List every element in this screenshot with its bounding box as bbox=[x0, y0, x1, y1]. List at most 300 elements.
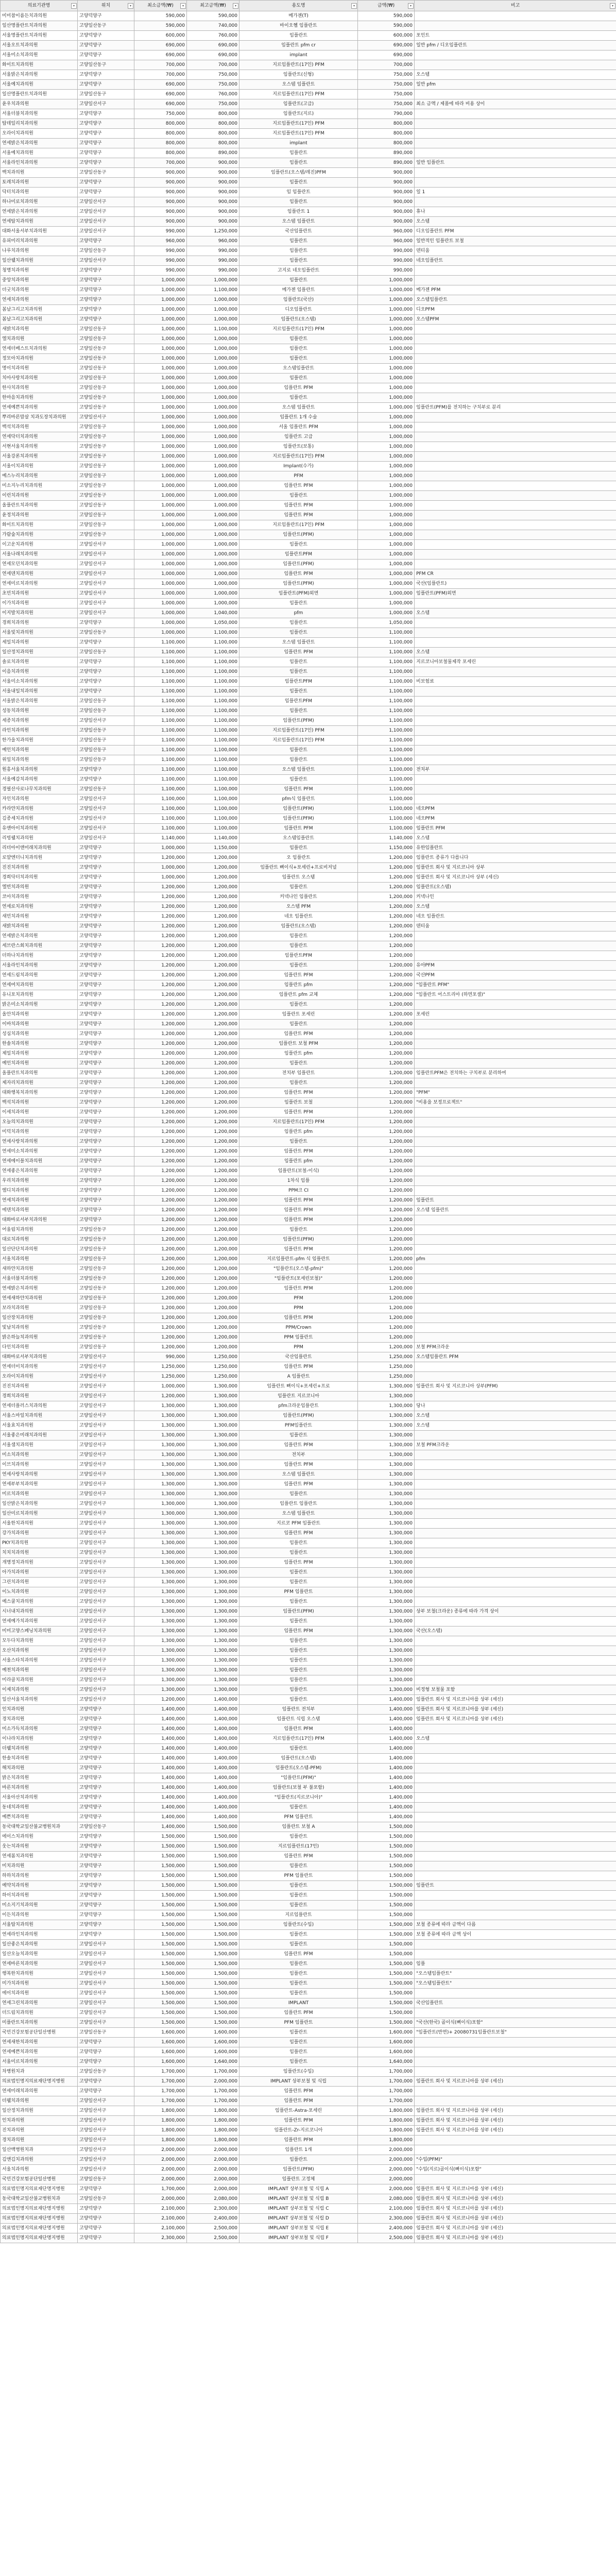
cell-price[interactable]: 1,400,000 bbox=[358, 1715, 415, 1724]
cell-remarks[interactable]: 오스템 bbox=[415, 834, 616, 843]
cell-institution[interactable]: 하나미로치과의원 bbox=[1, 197, 78, 207]
cell-max-price[interactable]: 1,000,000 bbox=[187, 276, 239, 285]
cell-price[interactable]: 1,000,000 bbox=[358, 393, 415, 403]
cell-min-price[interactable]: 1,100,000 bbox=[134, 804, 187, 814]
cell-max-price[interactable]: 1,500,000 bbox=[187, 1910, 239, 1920]
cell-location[interactable]: 고양덕양구 bbox=[78, 1176, 134, 1186]
cell-location[interactable]: 고양일산서구 bbox=[78, 2165, 134, 2175]
cell-min-price[interactable]: 1,000,000 bbox=[134, 354, 187, 364]
cell-item-name[interactable]: 임플란트 bbox=[239, 687, 358, 697]
cell-institution[interactable]: 서울명플란트치과의원 bbox=[1, 31, 78, 41]
cell-price[interactable]: 1,000,000 bbox=[358, 569, 415, 579]
cell-institution[interactable]: 서울예치과의원 bbox=[1, 80, 78, 90]
cell-remarks[interactable]: 포인트 bbox=[415, 31, 616, 41]
cell-min-price[interactable]: 1,600,000 bbox=[134, 2038, 187, 2047]
cell-item-name[interactable]: 임플란트 bbox=[239, 1059, 358, 1069]
cell-item-name[interactable]: PFM임플란트 bbox=[239, 1421, 358, 1431]
cell-price[interactable]: 1,500,000 bbox=[358, 1871, 415, 1881]
cell-institution[interactable]: 대화바로서부치과의원 bbox=[1, 1215, 78, 1225]
cell-location[interactable]: 고양일산동구 bbox=[78, 726, 134, 736]
cell-max-price[interactable]: 1,300,000 bbox=[187, 1489, 239, 1499]
cell-institution[interactable]: 일산오늘치과의원 bbox=[1, 1950, 78, 1959]
cell-max-price[interactable]: 2,000,000 bbox=[187, 2145, 239, 2155]
cell-price[interactable]: 1,200,000 bbox=[358, 912, 415, 922]
cell-max-price[interactable]: 1,250,000 bbox=[187, 227, 239, 236]
cell-institution[interactable]: 동네치과의원 bbox=[1, 1803, 78, 1812]
cell-min-price[interactable]: 1,300,000 bbox=[134, 1626, 187, 1636]
cell-min-price[interactable]: 1,200,000 bbox=[134, 941, 187, 951]
cell-location[interactable]: 고양일산동구 bbox=[78, 246, 134, 256]
cell-location[interactable]: 고양일산동구 bbox=[78, 1245, 134, 1255]
cell-price[interactable]: 1,300,000 bbox=[358, 1382, 415, 1392]
cell-min-price[interactable]: 1,300,000 bbox=[134, 1675, 187, 1685]
cell-location[interactable]: 고양덕양구 bbox=[78, 70, 134, 80]
cell-institution[interactable]: 서울빛치과의원 bbox=[1, 628, 78, 638]
cell-price[interactable]: 1,300,000 bbox=[358, 1499, 415, 1509]
cell-min-price[interactable]: 1,000,000 bbox=[134, 295, 187, 305]
cell-item-name[interactable]: IMPLANT bbox=[239, 1998, 358, 2008]
cell-location[interactable]: 고양일산동구 bbox=[78, 334, 134, 344]
cell-price[interactable]: 1,100,000 bbox=[358, 736, 415, 745]
cell-location[interactable]: 고양일산서구 bbox=[78, 1989, 134, 1998]
cell-item-name[interactable]: 임플란트 bbox=[239, 1078, 358, 1088]
cell-min-price[interactable]: 1,200,000 bbox=[134, 1157, 187, 1166]
cell-item-name[interactable]: 임플란트 bbox=[239, 1431, 358, 1440]
cell-min-price[interactable]: 1,100,000 bbox=[134, 648, 187, 657]
cell-remarks[interactable]: 임플란트 회사 및 지르코니아를 상부 (세신) bbox=[415, 2106, 616, 2116]
cell-location[interactable]: 고양일산서구 bbox=[78, 1401, 134, 1411]
cell-item-name[interactable]: 임플란트(고급) bbox=[239, 99, 358, 109]
cell-item-name[interactable]: 임플란트 bbox=[239, 628, 358, 638]
cell-remarks[interactable] bbox=[415, 540, 616, 550]
cell-institution[interactable]: 일산웰치과의원 bbox=[1, 256, 78, 266]
cell-price[interactable]: 1,200,000 bbox=[358, 1020, 415, 1029]
cell-max-price[interactable]: 1,100,000 bbox=[187, 638, 239, 648]
cell-price[interactable]: 990,000 bbox=[358, 256, 415, 266]
cell-institution[interactable]: 새밝치과의원 bbox=[1, 325, 78, 334]
cell-remarks[interactable]: 오스템임플란트 PFM bbox=[415, 1352, 616, 1362]
cell-institution[interactable]: 개명정치과의원 bbox=[1, 1558, 78, 1568]
cell-institution[interactable]: 서현서울치과의원 bbox=[1, 442, 78, 452]
cell-max-price[interactable]: 1,200,000 bbox=[187, 1049, 239, 1059]
cell-min-price[interactable]: 1,000,000 bbox=[134, 285, 187, 295]
cell-max-price[interactable]: 1,100,000 bbox=[187, 677, 239, 687]
cell-min-price[interactable]: 1,000,000 bbox=[134, 452, 187, 462]
cell-remarks[interactable] bbox=[415, 383, 616, 393]
cell-min-price[interactable]: 1,400,000 bbox=[134, 1822, 187, 1832]
cell-institution[interactable]: 다인치과의원 bbox=[1, 1343, 78, 1352]
cell-max-price[interactable]: 750,000 bbox=[187, 99, 239, 109]
cell-remarks[interactable]: "국산(한국) 골이식(뼈이식)포함" bbox=[415, 2018, 616, 2028]
cell-location[interactable]: 고양일산서구 bbox=[78, 1940, 134, 1950]
cell-max-price[interactable]: 1,200,000 bbox=[187, 1206, 239, 1215]
cell-item-name[interactable]: 지르임플란트(17인) PFM bbox=[239, 90, 358, 99]
cell-institution[interactable]: 한솔치과의원 bbox=[1, 1039, 78, 1049]
cell-remarks[interactable]: 오스템 bbox=[415, 70, 616, 80]
cell-min-price[interactable]: 1,800,000 bbox=[134, 2106, 187, 2116]
cell-price[interactable]: 1,000,000 bbox=[358, 364, 415, 374]
cell-institution[interactable]: 위일치과의원 bbox=[1, 755, 78, 765]
cell-institution[interactable]: 백석치과의원 bbox=[1, 422, 78, 432]
cell-remarks[interactable] bbox=[415, 716, 616, 726]
cell-item-name[interactable]: 지르임플란트(17인) PFM bbox=[239, 119, 358, 129]
cell-min-price[interactable]: 1,200,000 bbox=[134, 980, 187, 990]
cell-remarks[interactable] bbox=[415, 1578, 616, 1587]
cell-institution[interactable]: 서울치과의원 bbox=[1, 1255, 78, 1264]
cell-item-name[interactable]: 임플란트 bbox=[239, 1959, 358, 1969]
cell-location[interactable]: 고양덕양구 bbox=[78, 1069, 134, 1078]
cell-price[interactable]: 1,300,000 bbox=[358, 1626, 415, 1636]
cell-item-name[interactable]: 임플란트 전치부 bbox=[239, 1705, 358, 1715]
cell-min-price[interactable]: 1,700,000 bbox=[134, 2077, 187, 2087]
cell-remarks[interactable]: "비용을 보정프로젝트" bbox=[415, 1098, 616, 1108]
cell-institution[interactable]: 일산밝은치과의원 bbox=[1, 1499, 78, 1509]
cell-remarks[interactable] bbox=[415, 1313, 616, 1323]
cell-remarks[interactable]: 덴티움 bbox=[415, 246, 616, 256]
cell-institution[interactable]: 경희닥터치과의원 bbox=[1, 873, 78, 883]
cell-item-name[interactable]: 지르임플란트(17인) PFM bbox=[239, 325, 358, 334]
cell-item-name[interactable]: 임플란트(PFM) bbox=[239, 1235, 358, 1245]
cell-max-price[interactable]: 1,300,000 bbox=[187, 1675, 239, 1685]
cell-remarks[interactable] bbox=[415, 1499, 616, 1509]
filter-dropdown-icon[interactable]: ▾ bbox=[233, 3, 238, 9]
cell-price[interactable]: 750,000 bbox=[358, 90, 415, 99]
cell-location[interactable]: 고양일산서구 bbox=[78, 579, 134, 589]
cell-max-price[interactable]: 1,500,000 bbox=[187, 1940, 239, 1950]
cell-location[interactable]: 고양일산서구 bbox=[78, 1597, 134, 1607]
cell-price[interactable]: 1,200,000 bbox=[358, 951, 415, 961]
cell-item-name[interactable]: 임플란트 bbox=[239, 1578, 358, 1587]
cell-remarks[interactable]: 임플란트 회사 및 지르코니아를 상부 (세신) bbox=[415, 2233, 616, 2243]
cell-location[interactable]: 고양덕양구 bbox=[78, 618, 134, 628]
cell-institution[interactable]: 백치과의원 bbox=[1, 168, 78, 178]
cell-price[interactable]: 1,700,000 bbox=[358, 2087, 415, 2096]
cell-max-price[interactable]: 1,600,000 bbox=[187, 2038, 239, 2047]
cell-price[interactable]: 1,300,000 bbox=[358, 1431, 415, 1440]
cell-institution[interactable]: 제자리치과의원 bbox=[1, 1078, 78, 1088]
cell-item-name[interactable]: 지르코 PFM 임플란트 bbox=[239, 1519, 358, 1529]
cell-price[interactable]: 1,600,000 bbox=[358, 2047, 415, 2057]
cell-remarks[interactable]: 임플란트 회사 및 지르코니아를 상부 (세신) bbox=[415, 2077, 616, 2087]
cell-remarks[interactable] bbox=[415, 422, 616, 432]
cell-item-name[interactable]: 전치부 임플란트 bbox=[239, 1069, 358, 1078]
cell-min-price[interactable]: 990,000 bbox=[134, 266, 187, 276]
cell-remarks[interactable] bbox=[415, 1186, 616, 1196]
cell-remarks[interactable] bbox=[415, 706, 616, 716]
cell-price[interactable]: 1,000,000 bbox=[358, 471, 415, 481]
cell-min-price[interactable]: 1,500,000 bbox=[134, 2018, 187, 2028]
cell-price[interactable]: 750,000 bbox=[358, 99, 415, 109]
cell-price[interactable]: 1,200,000 bbox=[358, 1186, 415, 1196]
cell-location[interactable]: 고양일산동구 bbox=[78, 452, 134, 462]
cell-institution[interactable]: 성동치과의원 bbox=[1, 706, 78, 716]
column-header-price[interactable]: 금액(₩) ▾ bbox=[358, 1, 415, 11]
cell-location[interactable]: 고양일산동구 bbox=[78, 1264, 134, 1274]
cell-remarks[interactable] bbox=[415, 1460, 616, 1470]
cell-location[interactable]: 고양일산서구 bbox=[78, 1480, 134, 1489]
cell-price[interactable]: 1,500,000 bbox=[358, 1910, 415, 1920]
cell-max-price[interactable]: 1,300,000 bbox=[187, 1538, 239, 1548]
cell-location[interactable]: 고양덕양구 bbox=[78, 941, 134, 951]
cell-item-name[interactable]: 임플란트(오스템/레진)PFM bbox=[239, 168, 358, 178]
cell-max-price[interactable]: 1,400,000 bbox=[187, 1724, 239, 1734]
cell-min-price[interactable]: 1,100,000 bbox=[134, 706, 187, 716]
cell-institution[interactable]: 서울이치과의원 bbox=[1, 462, 78, 471]
cell-remarks[interactable] bbox=[415, 755, 616, 765]
cell-institution[interactable]: 어울림치과의원 bbox=[1, 1225, 78, 1235]
cell-price[interactable]: 1,200,000 bbox=[358, 902, 415, 912]
cell-max-price[interactable]: 800,000 bbox=[187, 119, 239, 129]
cell-price[interactable]: 1,100,000 bbox=[358, 824, 415, 834]
cell-min-price[interactable]: 2,000,000 bbox=[134, 2165, 187, 2175]
cell-min-price[interactable]: 1,100,000 bbox=[134, 785, 187, 794]
cell-remarks[interactable]: 임플란트(오스템) bbox=[415, 883, 616, 892]
cell-price[interactable]: 1,200,000 bbox=[358, 1137, 415, 1147]
cell-remarks[interactable] bbox=[415, 432, 616, 442]
cell-min-price[interactable]: 1,500,000 bbox=[134, 1842, 187, 1852]
cell-min-price[interactable]: 1,000,000 bbox=[134, 579, 187, 589]
cell-item-name[interactable]: 임플란트PFM bbox=[239, 951, 358, 961]
cell-price[interactable]: 1,000,000 bbox=[358, 334, 415, 344]
cell-item-name[interactable]: 네오 임플란트 bbox=[239, 912, 358, 922]
cell-location[interactable]: 고양일산서구 bbox=[78, 1538, 134, 1548]
cell-location[interactable]: 고양덕양구 bbox=[78, 1764, 134, 1773]
cell-remarks[interactable] bbox=[415, 1812, 616, 1822]
cell-remarks[interactable] bbox=[415, 1861, 616, 1871]
cell-item-name[interactable]: 임플란트 PFM bbox=[239, 1460, 358, 1470]
cell-price[interactable]: 1,300,000 bbox=[358, 1685, 415, 1695]
cell-institution[interactable]: 이가치과의원 bbox=[1, 599, 78, 608]
cell-institution[interactable]: 모두다치과의원 bbox=[1, 1636, 78, 1646]
cell-item-name[interactable]: 임플란트(PFM) bbox=[239, 2165, 358, 2175]
cell-institution[interactable]: 올플란트치과의원 bbox=[1, 501, 78, 511]
cell-price[interactable]: 1,500,000 bbox=[358, 1842, 415, 1852]
cell-max-price[interactable]: 1,300,000 bbox=[187, 1607, 239, 1617]
cell-max-price[interactable]: 1,700,000 bbox=[187, 2087, 239, 2096]
cell-max-price[interactable]: 1,400,000 bbox=[187, 1812, 239, 1822]
cell-institution[interactable]: 새하얀치과의원 bbox=[1, 1264, 78, 1274]
cell-institution[interactable]: 치아사랑치과의원 bbox=[1, 374, 78, 383]
cell-location[interactable]: 고양일산서구 bbox=[78, 599, 134, 608]
cell-price[interactable]: 1,500,000 bbox=[358, 1979, 415, 1989]
filter-dropdown-icon[interactable]: ▾ bbox=[408, 3, 414, 9]
cell-remarks[interactable] bbox=[415, 491, 616, 501]
cell-item-name[interactable]: 임플란트(수입) bbox=[239, 1920, 358, 1930]
cell-price[interactable]: 1,700,000 bbox=[358, 2067, 415, 2077]
cell-price[interactable]: 1,100,000 bbox=[358, 706, 415, 716]
cell-remarks[interactable] bbox=[415, 1303, 616, 1313]
cell-remarks[interactable] bbox=[415, 941, 616, 951]
cell-institution[interactable]: 에이스치과의원 bbox=[1, 1832, 78, 1842]
cell-item-name[interactable]: 지르임플란트(17인) PFM bbox=[239, 1117, 358, 1127]
cell-remarks[interactable]: "임플란트 PFM" bbox=[415, 980, 616, 990]
cell-item-name[interactable]: "임플란트(오스템-pfm)" bbox=[239, 1264, 358, 1274]
cell-remarks[interactable] bbox=[415, 511, 616, 520]
cell-remarks[interactable] bbox=[415, 1157, 616, 1166]
cell-location[interactable]: 고양일산서구 bbox=[78, 1646, 134, 1656]
cell-location[interactable]: 고양일산서구 bbox=[78, 1998, 134, 2008]
cell-max-price[interactable]: 1,800,000 bbox=[187, 2126, 239, 2136]
cell-location[interactable]: 고양덕양구 bbox=[78, 2077, 134, 2087]
cell-location[interactable]: 고양일산동구 bbox=[78, 697, 134, 706]
cell-price[interactable]: 1,200,000 bbox=[358, 1274, 415, 1284]
cell-price[interactable]: 1,300,000 bbox=[358, 1617, 415, 1626]
cell-price[interactable]: 2,000,000 bbox=[358, 2184, 415, 2194]
cell-item-name[interactable]: 임플란트 bbox=[239, 276, 358, 285]
cell-max-price[interactable]: 1,500,000 bbox=[187, 1950, 239, 1959]
cell-institution[interactable]: 의료법인명지의료재단명지병원 bbox=[1, 2184, 78, 2194]
cell-price[interactable]: 1,300,000 bbox=[358, 1421, 415, 1431]
cell-location[interactable]: 고양덕양구 bbox=[78, 638, 134, 648]
cell-price[interactable]: 900,000 bbox=[358, 168, 415, 178]
cell-max-price[interactable]: 1,300,000 bbox=[187, 1440, 239, 1450]
cell-item-name[interactable]: 임플란트 bbox=[239, 1225, 358, 1235]
cell-item-name[interactable]: 임플란트 pfm bbox=[239, 1127, 358, 1137]
cell-min-price[interactable]: 1,300,000 bbox=[134, 1636, 187, 1646]
cell-location[interactable]: 고양덕양구 bbox=[78, 1029, 134, 1039]
cell-remarks[interactable] bbox=[415, 354, 616, 364]
cell-item-name[interactable]: 임플란트 bbox=[239, 178, 358, 188]
cell-max-price[interactable]: 1,100,000 bbox=[187, 648, 239, 657]
cell-max-price[interactable]: 1,200,000 bbox=[187, 1186, 239, 1196]
cell-max-price[interactable]: 1,400,000 bbox=[187, 1734, 239, 1744]
cell-max-price[interactable]: 1,200,000 bbox=[187, 912, 239, 922]
cell-min-price[interactable]: 1,200,000 bbox=[134, 1176, 187, 1186]
cell-max-price[interactable]: 1,600,000 bbox=[187, 2047, 239, 2057]
cell-max-price[interactable]: 1,200,000 bbox=[187, 1284, 239, 1294]
cell-institution[interactable]: 연세닥터치과의원 bbox=[1, 432, 78, 442]
cell-institution[interactable]: 이제치과의원 bbox=[1, 1685, 78, 1695]
cell-location[interactable]: 고양덕양구 bbox=[78, 236, 134, 246]
cell-max-price[interactable]: 1,200,000 bbox=[187, 1303, 239, 1313]
cell-location[interactable]: 고양일산동구 bbox=[78, 1284, 134, 1294]
cell-item-name[interactable]: 국산임플란트 bbox=[239, 1352, 358, 1362]
cell-max-price[interactable]: 1,200,000 bbox=[187, 1255, 239, 1264]
cell-max-price[interactable]: 1,000,000 bbox=[187, 599, 239, 608]
cell-remarks[interactable]: 일반 pfm bbox=[415, 80, 616, 90]
cell-min-price[interactable]: 1,500,000 bbox=[134, 1881, 187, 1891]
cell-remarks[interactable]: 상부 보철(크라운) 종류에 따라 가격 상이 bbox=[415, 1607, 616, 1617]
cell-max-price[interactable]: 1,200,000 bbox=[187, 990, 239, 1000]
cell-price[interactable]: 1,000,000 bbox=[358, 432, 415, 442]
cell-item-name[interactable]: 임플란트 뼈이식+포세린+프로비저널 bbox=[239, 863, 358, 873]
cell-remarks[interactable]: 오스템 bbox=[415, 902, 616, 912]
cell-remarks[interactable]: "수입(지르)골이식(뼈이식)포함" bbox=[415, 2165, 616, 2175]
cell-institution[interactable]: 예약치과의원 bbox=[1, 1881, 78, 1891]
cell-remarks[interactable]: 휴나 bbox=[415, 207, 616, 217]
cell-price[interactable]: 900,000 bbox=[358, 178, 415, 188]
cell-price[interactable]: 1,000,000 bbox=[358, 442, 415, 452]
cell-location[interactable]: 고양일산서구 bbox=[78, 1969, 134, 1979]
cell-min-price[interactable]: 1,200,000 bbox=[134, 892, 187, 902]
cell-remarks[interactable] bbox=[415, 1910, 616, 1920]
cell-min-price[interactable]: 1,000,000 bbox=[134, 442, 187, 452]
cell-remarks[interactable] bbox=[415, 276, 616, 285]
cell-location[interactable]: 고양덕양구 bbox=[78, 1196, 134, 1206]
cell-min-price[interactable]: 1,200,000 bbox=[134, 1313, 187, 1323]
cell-institution[interactable]: 연세예가치과의원 bbox=[1, 1617, 78, 1626]
cell-item-name[interactable]: 임플란트 bbox=[239, 246, 358, 256]
cell-min-price[interactable]: 1,100,000 bbox=[134, 667, 187, 677]
cell-item-name[interactable]: 임플란트(오스템-PFM) bbox=[239, 1764, 358, 1773]
cell-institution[interactable]: 연세예쁜치과의원 bbox=[1, 2047, 78, 2057]
cell-item-name[interactable]: 임플란트 bbox=[239, 883, 358, 892]
cell-max-price[interactable]: 1,200,000 bbox=[187, 931, 239, 941]
cell-institution[interactable]: 국민건강보험공단일산병원 bbox=[1, 2028, 78, 2038]
cell-item-name[interactable]: 임플란트 bbox=[239, 1695, 358, 1705]
cell-max-price[interactable]: 1,000,000 bbox=[187, 442, 239, 452]
cell-remarks[interactable] bbox=[415, 775, 616, 785]
cell-min-price[interactable]: 690,000 bbox=[134, 90, 187, 99]
cell-min-price[interactable]: 1,500,000 bbox=[134, 1891, 187, 1901]
cell-item-name[interactable]: 디오임플란트 bbox=[239, 305, 358, 315]
cell-location[interactable]: 고양덕양구 bbox=[78, 1020, 134, 1029]
cell-remarks[interactable] bbox=[415, 1333, 616, 1343]
cell-institution[interactable]: 행복한치과의원 bbox=[1, 1969, 78, 1979]
cell-price[interactable]: 1,200,000 bbox=[358, 1215, 415, 1225]
cell-location[interactable]: 고양덕양구 bbox=[78, 990, 134, 1000]
cell-min-price[interactable]: 1,200,000 bbox=[134, 1264, 187, 1274]
cell-item-name[interactable]: 임플란트 bbox=[239, 755, 358, 765]
cell-remarks[interactable]: 보철 PFM크라운 bbox=[415, 1440, 616, 1450]
cell-max-price[interactable]: 760,000 bbox=[187, 31, 239, 41]
cell-price[interactable]: 1,000,000 bbox=[358, 374, 415, 383]
cell-location[interactable]: 고양덕양구 bbox=[78, 1215, 134, 1225]
cell-price[interactable]: 1,300,000 bbox=[358, 1538, 415, 1548]
cell-max-price[interactable]: 1,500,000 bbox=[187, 1901, 239, 1910]
cell-remarks[interactable] bbox=[415, 11, 616, 21]
cell-institution[interactable]: 이바치과의원 bbox=[1, 1020, 78, 1029]
cell-institution[interactable]: 이고운치과의원 bbox=[1, 540, 78, 550]
cell-institution[interactable]: 가람숲치과의원 bbox=[1, 530, 78, 540]
cell-min-price[interactable]: 1,200,000 bbox=[134, 1186, 187, 1196]
cell-max-price[interactable]: 1,100,000 bbox=[187, 804, 239, 814]
cell-location[interactable]: 고양일산서구 bbox=[78, 1558, 134, 1568]
cell-min-price[interactable]: 1,300,000 bbox=[134, 1480, 187, 1489]
cell-min-price[interactable]: 1,300,000 bbox=[134, 1538, 187, 1548]
cell-min-price[interactable]: 1,200,000 bbox=[134, 1147, 187, 1157]
cell-price[interactable]: 1,250,000 bbox=[358, 1372, 415, 1382]
cell-price[interactable]: 1,300,000 bbox=[358, 1440, 415, 1450]
cell-remarks[interactable] bbox=[415, 1470, 616, 1480]
cell-max-price[interactable]: 1,140,000 bbox=[187, 834, 239, 843]
cell-min-price[interactable]: 1,000,000 bbox=[134, 628, 187, 638]
cell-min-price[interactable]: 1,200,000 bbox=[134, 912, 187, 922]
cell-location[interactable]: 고양일산서구 bbox=[78, 560, 134, 569]
cell-price[interactable]: 1,000,000 bbox=[358, 354, 415, 364]
cell-min-price[interactable]: 1,000,000 bbox=[134, 501, 187, 511]
cell-item-name[interactable]: 임플란트 PFM bbox=[239, 1362, 358, 1372]
cell-min-price[interactable]: 1,000,000 bbox=[134, 550, 187, 560]
cell-location[interactable]: 고양덕양구 bbox=[78, 158, 134, 168]
cell-min-price[interactable]: 1,200,000 bbox=[134, 1225, 187, 1235]
cell-item-name[interactable]: PPM bbox=[239, 1343, 358, 1352]
cell-remarks[interactable] bbox=[415, 1950, 616, 1959]
cell-max-price[interactable]: 1,000,000 bbox=[187, 520, 239, 530]
cell-price[interactable]: 1,300,000 bbox=[358, 1401, 415, 1411]
cell-location[interactable]: 고양일산동구 bbox=[78, 511, 134, 520]
cell-price[interactable]: 1,200,000 bbox=[358, 922, 415, 931]
cell-remarks[interactable] bbox=[415, 1450, 616, 1460]
cell-min-price[interactable]: 1,200,000 bbox=[134, 1029, 187, 1039]
cell-location[interactable]: 고양덕양구 bbox=[78, 129, 134, 139]
cell-institution[interactable]: 웃는치과의원 bbox=[1, 1842, 78, 1852]
cell-remarks[interactable] bbox=[415, 2067, 616, 2077]
cell-price[interactable]: 2,080,000 bbox=[358, 2194, 415, 2204]
cell-item-name[interactable]: 임플란트-Zr-지르코니아 bbox=[239, 2126, 358, 2136]
cell-location[interactable]: 고양덕양구 bbox=[78, 1724, 134, 1734]
cell-min-price[interactable]: 690,000 bbox=[134, 50, 187, 60]
